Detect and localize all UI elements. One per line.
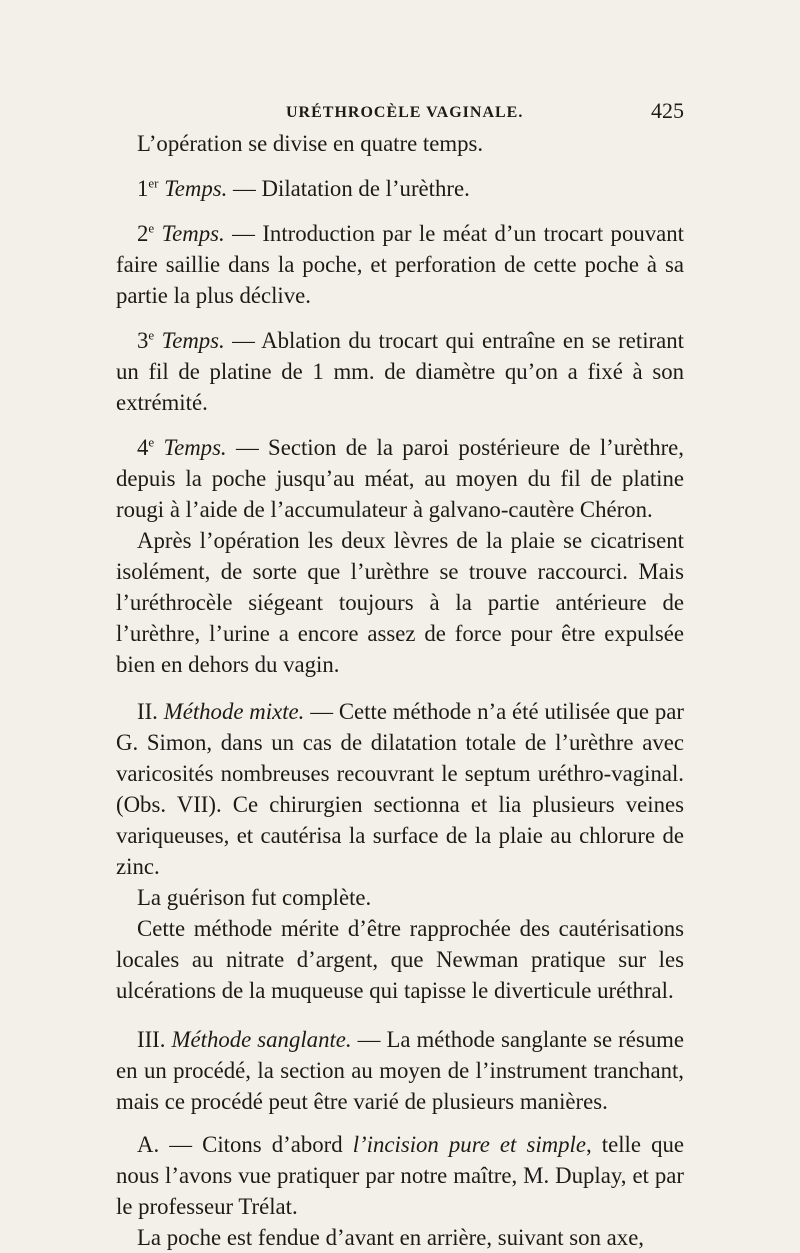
temps-ordinal: e [148, 434, 155, 450]
section-text: — Cette méthode n’a été utilisée que par G. Simon, dans un cas de dilatation totale de l’urèthre avec varicosités nombreuses recouvrant le septum uréthro-vaginal. (Obs. VII). Ce chirurgien sectionna et lia plusieurs veines variqueuses, et cautérisa la surface de la plaie au chlorure de zinc. [116, 699, 684, 879]
temps-text: — Section de la paroi postérieure de l’urèthre, depuis la poche jusqu’au méat, au moyen du fil de platine rougi à l’aide de l’accumulateur à galvano-cautère Chéron. [116, 435, 685, 522]
temps-ordinal: e [148, 220, 155, 236]
section-title: Méthode mixte. [163, 699, 305, 724]
temps-label: Temps. [164, 176, 228, 201]
subsection-text: , telle que nous l’avons vue pratiquer par notre maître, M. Duplay, et par le professeur Trélat. [116, 1132, 684, 1219]
subsection-prefix: A. — Citons d’abord [137, 1132, 353, 1157]
section-text: — La méthode sanglante se résume en un procédé, la section au moyen de l’instrument tranchant, mais ce procédé peut être varié de plusieurs manières. [116, 1027, 684, 1114]
temps-text: — Ablation du trocart qui entraîne en se retirant un fil de platine de 1 mm. de diamètre qu’on a fixé à son extrémité. [116, 328, 684, 415]
section-number: III. [137, 1027, 172, 1052]
paragraph-temps-2 [116, 218, 684, 311]
paragraph-methode-mixte [116, 696, 684, 882]
temps-text: — Dilatation de l’urèthre. [227, 176, 470, 201]
page-number: 425 [651, 98, 684, 123]
running-title: URÉTHROCÈLE VAGINALE. [286, 104, 524, 121]
temps-label: Temps. [163, 435, 227, 460]
temps-ordinal: er [148, 175, 159, 191]
section-title: Méthode sanglante. [171, 1027, 352, 1052]
paragraph-temps-4 [116, 432, 684, 525]
paragraph-temps-1 [116, 173, 684, 204]
paragraph-incision [116, 1129, 684, 1222]
paragraph-intro: L’opération se divise en quatre temps. [137, 131, 484, 156]
paragraph-poche-fendue: La poche est fendue d’avant en arrière, suivant son axe, [137, 1225, 645, 1250]
temps-number: 1 [137, 176, 149, 201]
body-text [116, 128, 684, 1253]
temps-label: Temps. [161, 328, 225, 353]
paragraph-temps-3 [116, 325, 684, 418]
paragraph-guerison: La guérison fut complète. [137, 885, 372, 910]
temps-number: 3 [137, 328, 149, 353]
temps-ordinal: e [148, 327, 155, 343]
section-number: II. [137, 699, 164, 724]
temps-number: 4 [137, 435, 149, 460]
paragraph-methode-sanglante [116, 1024, 684, 1117]
subsection-italic-text: l’incision pure et simple [352, 1132, 586, 1157]
paragraph-cauterisations: Cette méthode mérite d’être rapprochée des cautérisations locales au nitrate d’argent, que Newman pratique sur les ulcérations de la muqueuse qui tapisse le diverticule uréthral. [116, 916, 684, 1003]
paragraph-after-operation: Après l’opération les deux lèvres de la plaie se cicatrisent isolément, de sorte que l’urèthre se trouve raccourci. Mais l’uréthrocèle siégeant toujours à la partie antérieure de l’urèthre, l’urine a encore assez de force pour être expulsée bien en dehors du vagin. [116, 528, 684, 677]
temps-number: 2 [137, 221, 149, 246]
temps-label: Temps. [161, 221, 225, 246]
temps-text: — Introduction par le méat d’un trocart pouvant faire saillie dans la poche, et perforation de cette poche à sa partie la plus déclive. [116, 221, 684, 308]
page-header [116, 98, 684, 128]
